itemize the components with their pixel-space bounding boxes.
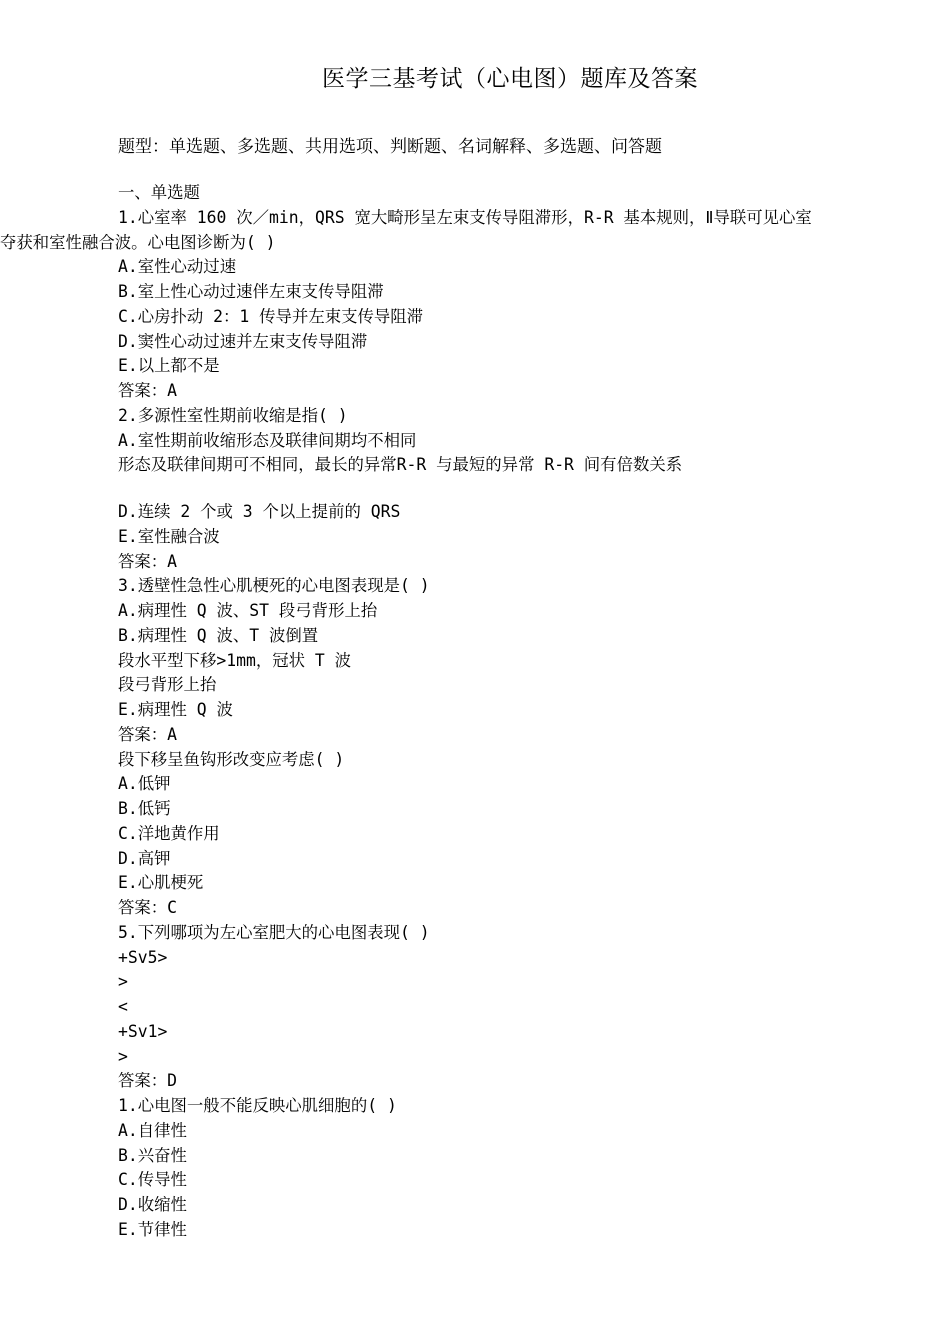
- q5-line-1: +Sv5>: [118, 947, 168, 967]
- q4-answer: 答案：C: [118, 898, 178, 917]
- q4-option-d: D.高钾: [118, 848, 171, 868]
- q6-option-a: A.自律性: [118, 1120, 187, 1140]
- q2-option-b: 形态及联律间期可不相同，最长的异常R-R 与最短的异常 R-R 间有倍数关系: [118, 455, 683, 475]
- q2-option-d: D.连续 2 个或 3 个以上提前的 QRS: [118, 502, 401, 521]
- q1-option-d: D.窦性心动过速并左束支传导阻滞: [118, 331, 368, 351]
- q1-option-b: B.室上性心动过速伴左束支传导阻滞: [118, 282, 384, 301]
- section-heading: 一、单选题: [118, 183, 200, 202]
- document-title: 医学三基考试（心电图）题库及答案: [322, 66, 698, 92]
- q3-option-c: 段水平型下移>1mm，冠状 T 波: [118, 650, 351, 670]
- q4-option-b: B.低钙: [118, 799, 171, 818]
- q1-option-e: E.以上都不是: [118, 356, 220, 376]
- q5-stem: 5.下列哪项为左心室肥大的心电图表现( ): [118, 922, 430, 942]
- q5-line-5: >: [118, 1046, 128, 1066]
- q6-option-d: D.收缩性: [118, 1195, 187, 1214]
- q4-option-a: A.低钾: [118, 774, 171, 794]
- q6-option-c: C.传导性: [118, 1170, 187, 1190]
- q6-option-e: E.节律性: [118, 1219, 187, 1239]
- q3-option-a: A.病理性 Q 波、ST 段弓背形上抬: [118, 601, 378, 620]
- q6-option-b: B.兴奋性: [118, 1145, 187, 1165]
- q3-stem: 3.透壁性急性心肌梗死的心电图表现是( ): [118, 576, 430, 596]
- q3-option-e: E.病理性 Q 波: [118, 700, 233, 719]
- q2-option-e: E.室性融合波: [118, 526, 220, 546]
- q2-answer: 答案：A: [118, 551, 178, 571]
- blank-gap: [0, 478, 950, 500]
- q1-stem-line2: 夺获和室性融合波。心电图诊断为( ): [0, 232, 276, 252]
- q1-option-c: C.心房扑动 2：1 传导并左束支传导阻滞: [118, 306, 424, 326]
- q4-stem: 段下移呈鱼钩形改变应考虑( ): [118, 749, 345, 769]
- q1-answer: 答案：A: [118, 381, 178, 400]
- q3-option-d: 段弓背形上抬: [118, 675, 217, 695]
- q4-option-c: C.洋地黄作用: [118, 823, 220, 843]
- q1-stem-line1: 1.心室率 160 次／min，QRS 宽大畸形呈左束支传导阻滞形，R-R 基本规则，Ⅱ导联可见心室: [118, 207, 812, 227]
- question-types-line: 题型：单选题、多选题、共用选项、判断题、名词解释、多选题、问答题: [118, 137, 662, 157]
- q6-stem: 1.心电图一般不能反映心肌细胞的( ): [118, 1096, 397, 1115]
- document-body: [0, 181, 950, 1243]
- q3-option-b: B.病理性 Q 波、T 波倒置: [118, 625, 319, 645]
- q2-option-a: A.室性期前收缩形态及联律间期均不相同: [118, 430, 417, 450]
- q5-line-4: +Sv1>: [118, 1021, 168, 1041]
- q5-line-3: <: [118, 997, 128, 1016]
- q4-option-e: E.心肌梗死: [118, 873, 204, 893]
- q5-answer: 答案：D: [118, 1071, 178, 1091]
- q2-stem: 2.多源性室性期前收缩是指( ): [118, 405, 348, 425]
- q1-option-a: A.室性心动过速: [118, 257, 237, 277]
- q5-line-2: >: [118, 972, 128, 992]
- q3-answer: 答案：A: [118, 724, 178, 744]
